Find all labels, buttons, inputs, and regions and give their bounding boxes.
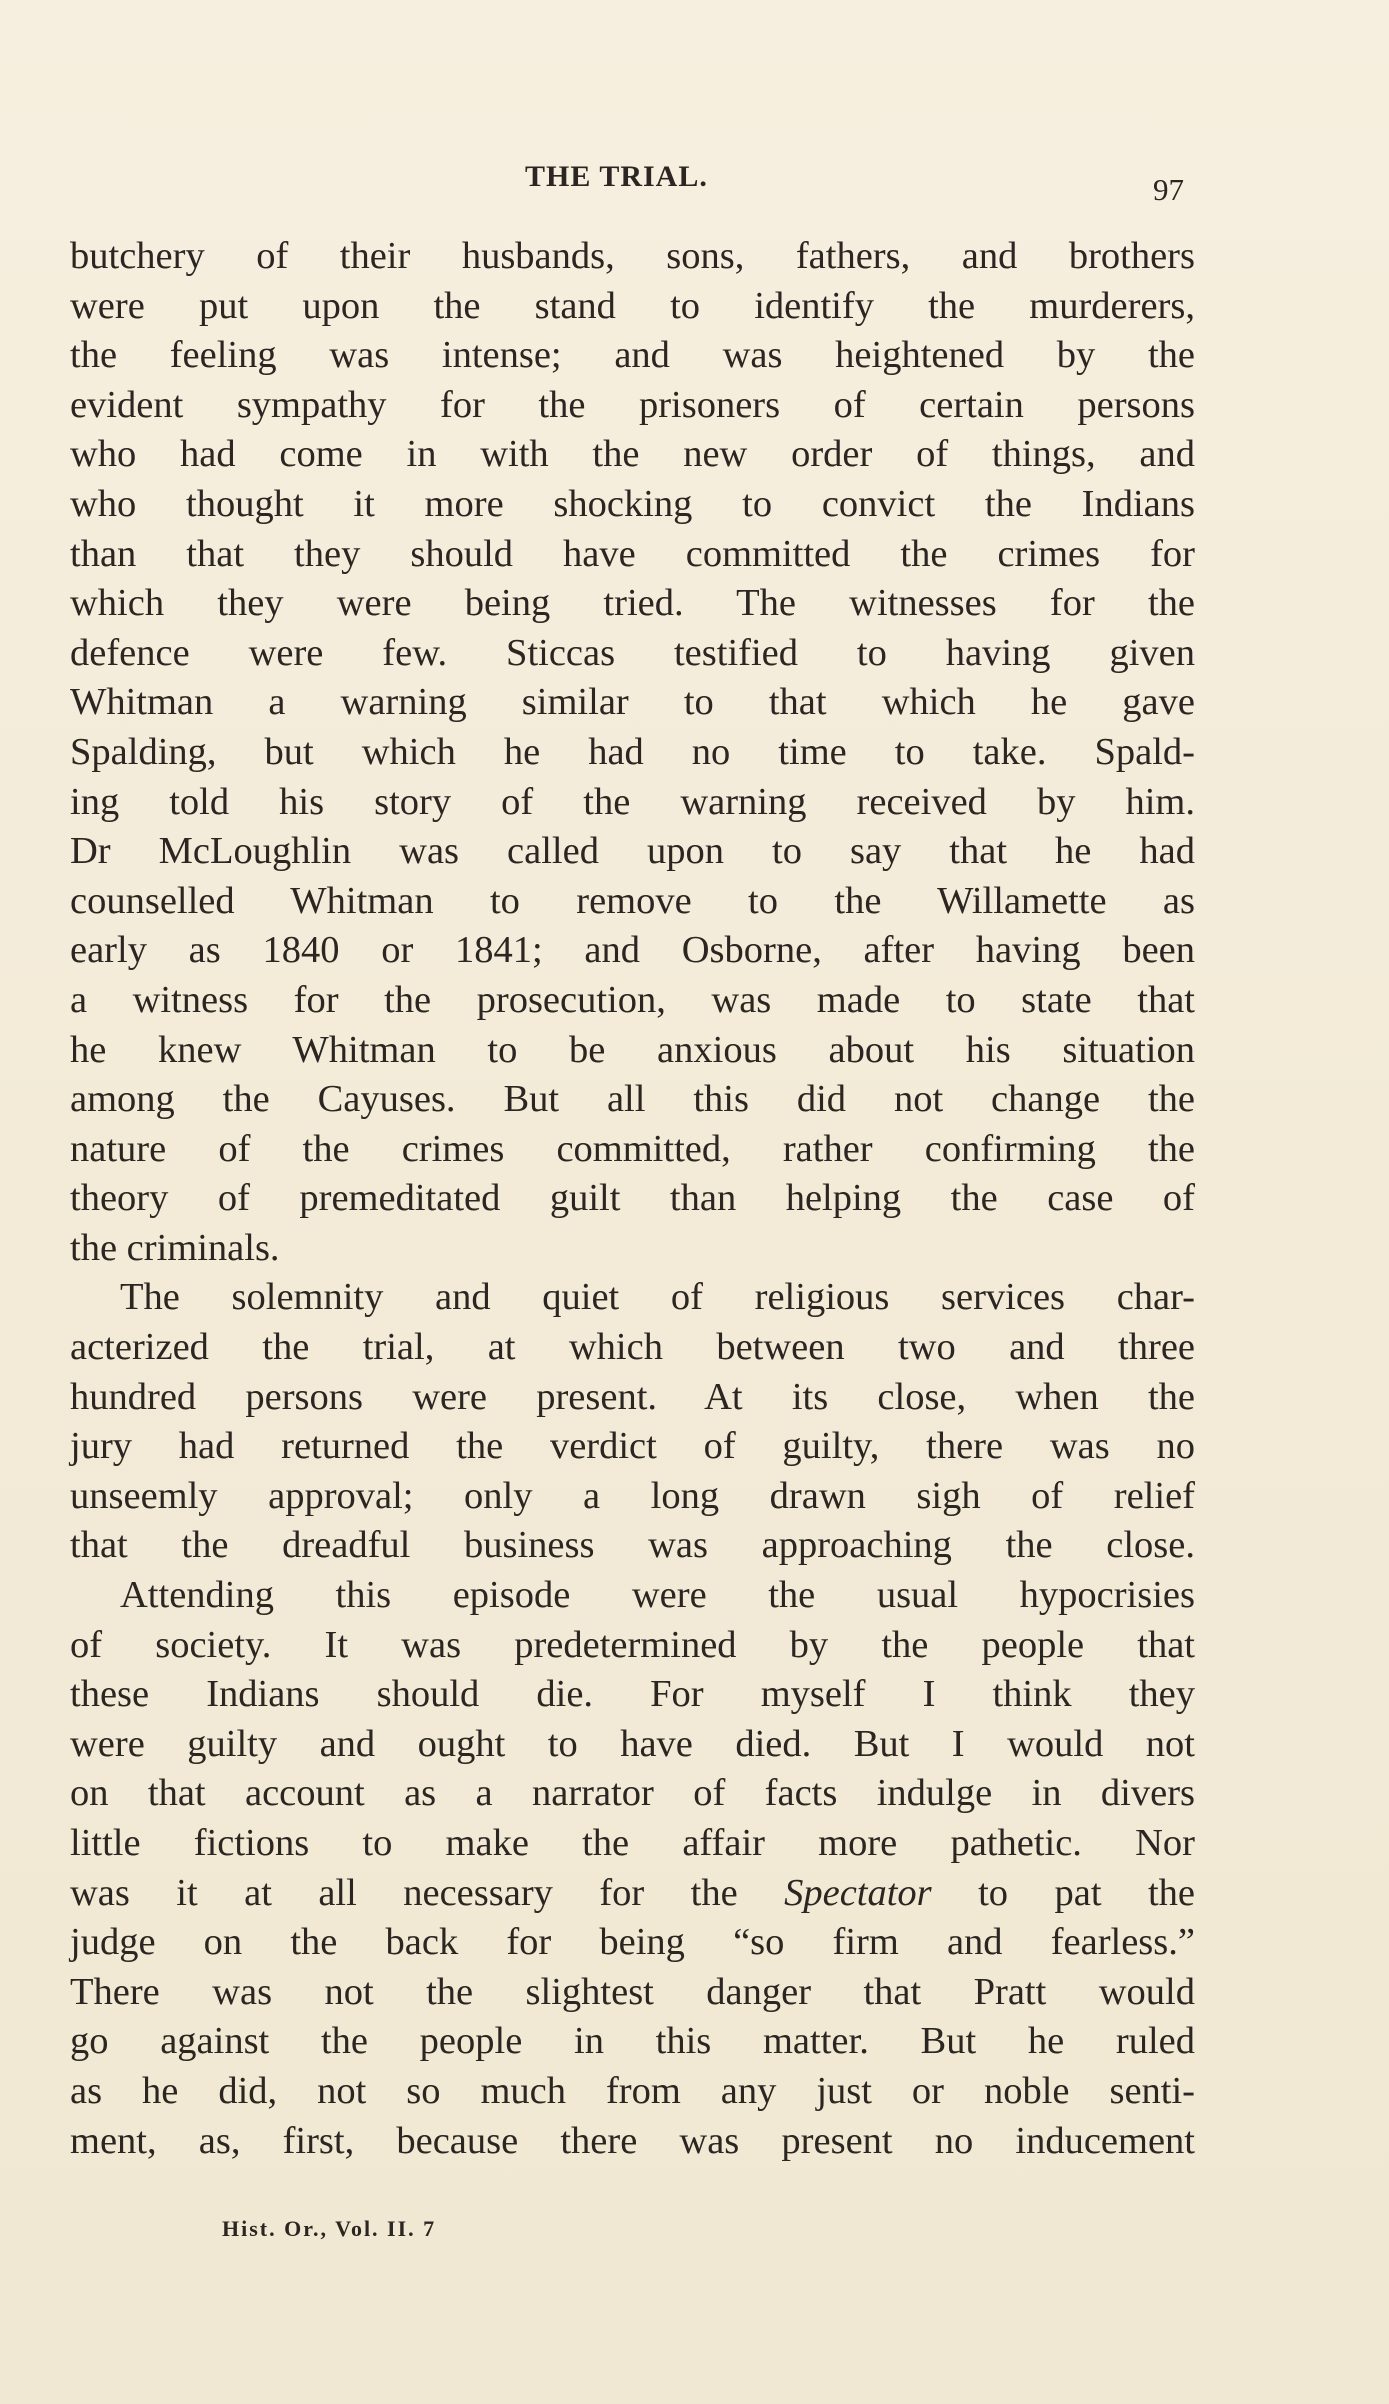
text-line: ment, as, first, because there was present no inducement [70, 2119, 1195, 2162]
text-line: nature of the crimes committed, rather confirming the [70, 1127, 1195, 1170]
text-line: butchery of their husbands, sons, fathers, and brothers [70, 235, 1195, 277]
text-line: who had come in with the new order of things, and [70, 433, 1195, 476]
text-line: defence were few. Sticcas testified to having given [70, 631, 1195, 674]
text-line: Spalding, but which he had no time to take. Spald- [70, 730, 1195, 773]
text-line: among the Cayuses. But all this did not change the [70, 1078, 1195, 1121]
signature-mark: Hist. Or., Vol. II. 7 [222, 2216, 437, 2241]
text-line: There was not the slightest danger that Pratt would [70, 1970, 1195, 2013]
text-line: Dr McLoughlin was called upon to say that he had [70, 830, 1195, 873]
text-line: unseemly approval; only a long drawn sigh of relief [70, 1474, 1195, 1517]
text-line: of society. It was predetermined by the people that [70, 1623, 1195, 1666]
page-number: 97 [1153, 172, 1184, 207]
text-line-with-italic [70, 1869, 1195, 1919]
text-line: counselled Whitman to remove to the Willamette as [70, 879, 1195, 922]
text-line: a witness for the prosecution, was made to state that [70, 978, 1195, 1021]
body-text [70, 232, 1195, 2166]
text-line: the criminals. [70, 1226, 280, 1269]
text-line: evident sympathy for the prisoners of certain persons [70, 383, 1195, 426]
text-line: ing told his story of the warning received by him. [70, 780, 1195, 823]
line-segment: was it at all necessary for the [70, 1871, 785, 1914]
text-line: were guilty and ought to have died. But I would not [70, 1722, 1195, 1765]
text-line: on that account as a narrator of facts indulge in divers [70, 1772, 1195, 1815]
text-line: jury had returned the verdict of guilty, there was no [70, 1425, 1195, 1468]
text-line: acterized the trial, at which between two and three [70, 1326, 1195, 1369]
paragraph-start-line: Attending this episode were the usual hypocrisies [120, 1574, 1195, 1617]
text-line: these Indians should die. For myself I think they [70, 1673, 1195, 1716]
text-line: theory of premeditated guilt than helping the case of [70, 1177, 1195, 1220]
text-line: early as 1840 or 1841; and Osborne, after having been [70, 929, 1195, 972]
italic-title-spectator: Spectator [784, 1871, 932, 1914]
text-line: he knew Whitman to be anxious about his situation [70, 1028, 1195, 1071]
text-line: hundred persons were present. At its close, when the [70, 1375, 1195, 1418]
text-line: which they were being tried. The witnesses for the [70, 582, 1195, 625]
line-segment: to pat the [931, 1871, 1195, 1914]
text-line: little fictions to make the affair more pathetic. Nor [70, 1822, 1195, 1864]
paragraph-start-line: The solemnity and quiet of religious services char- [120, 1276, 1195, 1319]
text-line: the feeling was intense; and was heightened by the [70, 334, 1195, 377]
running-title: THE TRIAL. [525, 160, 708, 193]
text-line: that the dreadful business was approaching the close. [70, 1524, 1195, 1567]
text-line: who thought it more shocking to convict the Indians [70, 482, 1195, 525]
text-line: judge on the back for being “so firm and fearless.” [70, 1921, 1195, 1964]
text-line: than that they should have committed the crimes for [70, 532, 1195, 575]
text-line: go against the people in this matter. But he ruled [70, 2020, 1195, 2063]
text-line: as he did, not so much from any just or noble senti- [70, 2069, 1195, 2112]
text-line: were put upon the stand to identify the murderers, [70, 284, 1195, 327]
text-line: Whitman a warning similar to that which he gave [70, 681, 1195, 724]
running-head [0, 160, 1389, 207]
